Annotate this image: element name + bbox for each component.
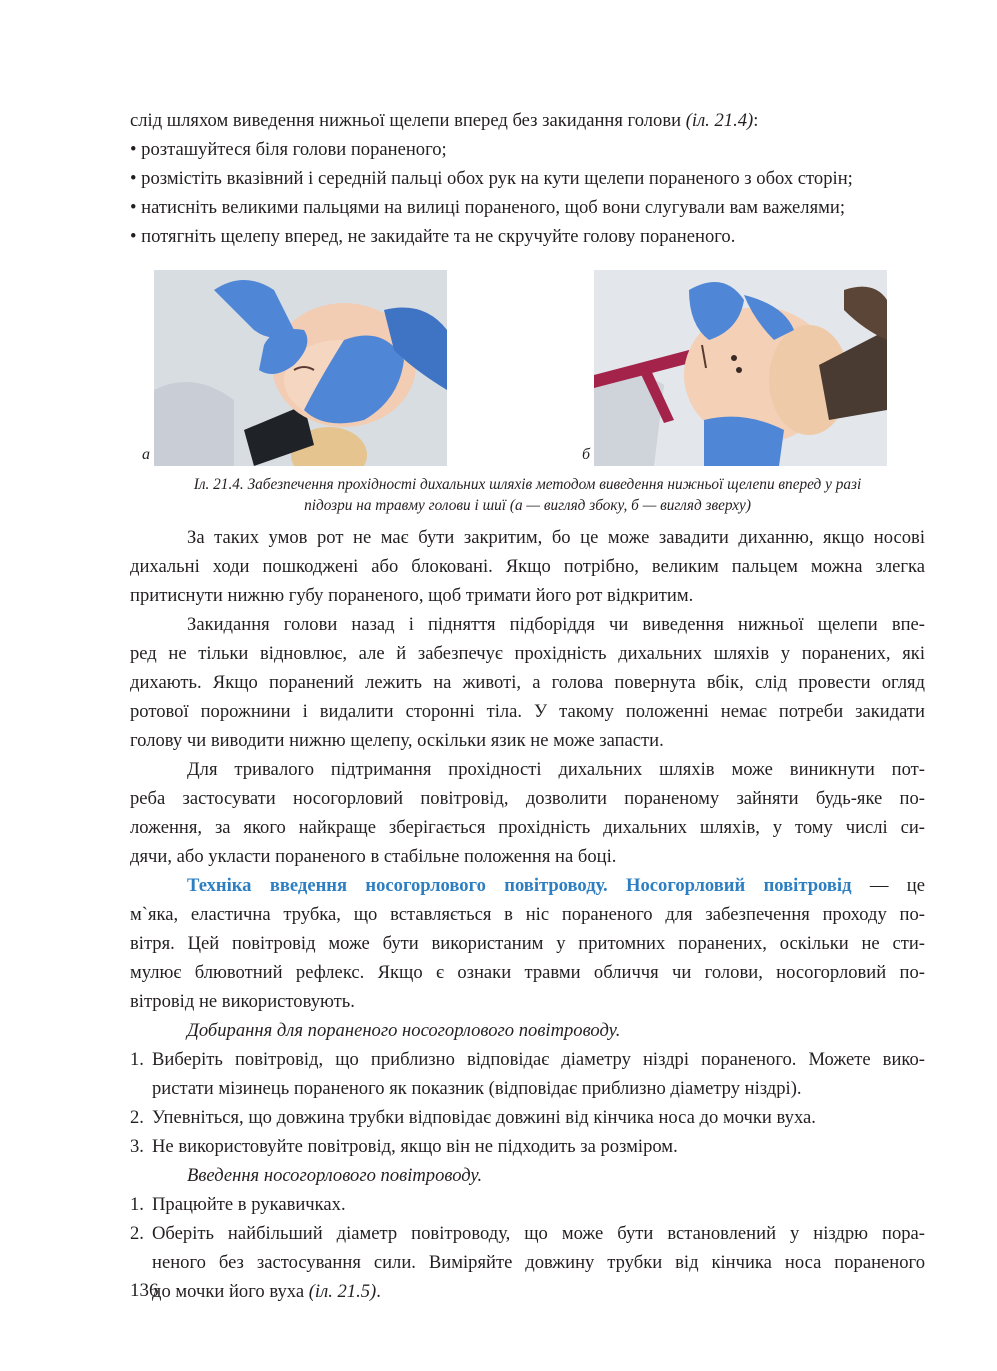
figure-reference: (іл. 21.4) — [685, 110, 754, 131]
figure-label-a: а — [142, 446, 150, 463]
subheading-insertion: Введення носогорлового повітроводу. — [187, 1165, 483, 1186]
bullet-item: • розмістіть вказівний і середній пальці обох рук на кути щелепи пораненого з обох сторін; — [130, 168, 853, 189]
subheading-selection: Добирання для пораненого носогорлового повітроводу. — [187, 1020, 621, 1041]
figure-21-4 — [130, 270, 925, 472]
paragraph: За таких умов рот не має бути закритим, бо це може завадити диханню, якщо носові дихальні ходи пошкоджені або блоковані. Якщо потрібно, великим пальцем можна злегка притиснути нижню губу пораненого, щоб тримати його рот відкритим. — [130, 527, 925, 606]
list-item: 1. Виберіть повітровід, що приблизно відповідає діаметру ніздрі пораненого. Можете вико- ристати мізинець пораненого як показник (відповідає приблизно діаметру ніздрі). — [130, 1049, 925, 1099]
bullet-item: • натисніть великими пальцями на вилиці пораненого, щоб вони слугували вам важелями; — [130, 197, 846, 218]
paragraph: Для тривалого підтримання прохідності дихальних шляхів може виникнути пот- реба застосувати носогорловий повітровід, дозволити пораненому зайняти будь-яке по- ложення, за якого найкраще зберігається прохідність дихальних шляхів, у тому числі си- дячи, або укласти пораненого в стабільне положення на боці. — [130, 759, 925, 867]
list-item: 2. Упевніться, що довжина трубки відповідає довжині від кінчика носа до мочки вуха. — [130, 1107, 816, 1128]
list-item: 3. Не використовуйте повітровід, якщо він не підходить за розміром. — [130, 1136, 678, 1157]
page-number: 136 — [130, 1280, 159, 1301]
list-item: 2. Оберіть найбільший діаметр повітроводу, що може бути встановлений у ніздрю пора- неного без застосування сили. Виміряйте довжину трубки від кінчика носа пораненого до мочки його вуха (іл. 21.5). — [130, 1223, 925, 1302]
figure-label-b: б — [582, 446, 591, 463]
photo-top-view — [594, 270, 887, 466]
list-item: 1. Працюйте в рукавичках. — [130, 1194, 346, 1215]
figure-caption: Іл. 21.4. Забезпечення прохідності дихальних шляхів методом виведення нижньої щелепи вперед у разі підозри на травму голови і шиї (а — вигляд збоку, б — вигляд зверху) — [193, 476, 862, 514]
bullet-item: • потягніть щелепу вперед, не закидайте та не скручуйте голову пораненого. — [130, 226, 736, 247]
paragraph: Техніка введення носогорлового повітроводу. Носогорловий повітровід — це м`яка, еластична трубка, що вставляється в ніс пораненого для забезпечення проходу по- вітря. Цей повітровід може бути використаним у притомних поранених, оскільки не сти- мулює блювотний рефлекс. Якщо є ознаки травми обличчя чи голови, носогорловий по- вітровід не використовують. — [130, 875, 925, 1012]
section-heading: Техніка введення носогорлового повітроводу. Носогорловий повітровід — [187, 875, 852, 896]
photo-side-view — [154, 270, 447, 466]
page-body — [130, 106, 925, 1306]
paragraph: Закидання голови назад і підняття підборіддя чи виведення нижньої щелепи впе- ред не тільки відновлює, але й забезпечує прохідність дихальних шляхів у поранених, які дихають. Якщо поранений лежить на животі, а голова повернута вбік, слід провести огляд ротової порожнини і видалити сторонні тіла. У такому положенні немає потреби закидати голову чи виводити нижню щелепу, оскільки язик не може запасти. — [130, 614, 925, 751]
intro-line: слід шляхом виведення нижньої щелепи вперед без закидання голови (іл. 21.4): — [130, 110, 759, 131]
figure-reference: (іл. 21.5) — [308, 1281, 377, 1302]
bullet-item: • розташуйтеся біля голови пораненого; — [130, 139, 447, 160]
